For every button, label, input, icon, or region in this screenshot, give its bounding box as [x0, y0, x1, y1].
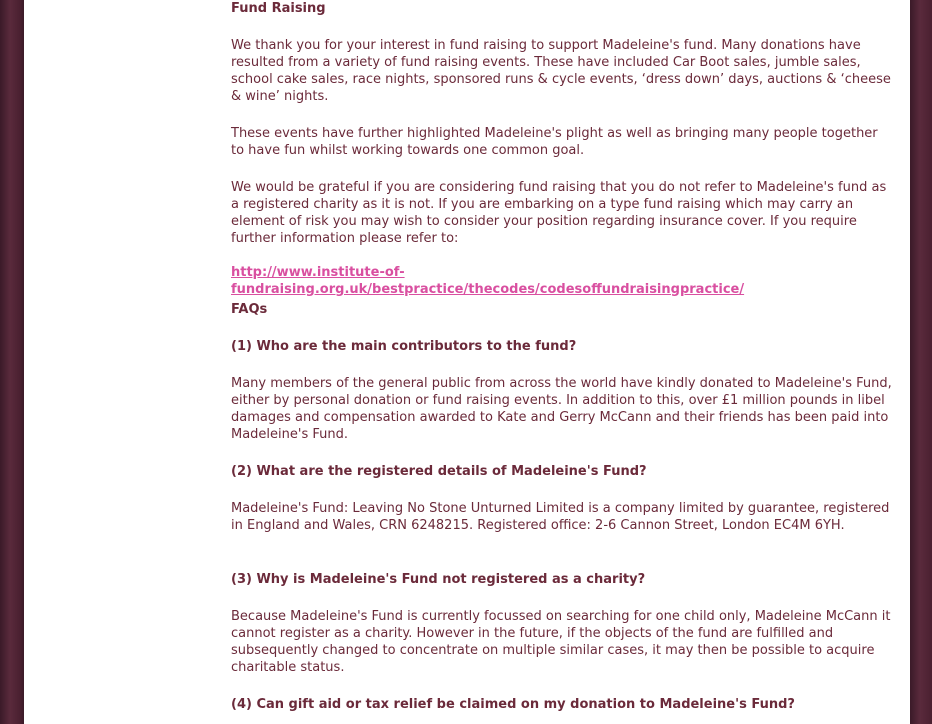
fund-raising-heading: Fund Raising: [231, 1, 326, 16]
faq-question-1: (1) Who are the main contributors to the fund?: [231, 339, 577, 354]
right-border: [910, 0, 932, 724]
faqs-heading: FAQs: [231, 302, 268, 317]
faq-question-2: (2) What are the registered details of Madeleine's Fund?: [231, 464, 647, 479]
fund-raising-paragraph-3: We would be grateful if you are considering fund raising that you do not refer to Madeleine's fund as a registered charity as it is not. If you are embarking on a type fund raising which may carry an element of risk you may wish to consider your position regarding insurance cover. If you require further information please refer to:: [231, 180, 887, 246]
faq-answer-2: Madeleine's Fund: Leaving No Stone Unturned Limited is a company limited by guarantee, registered in England and Wales, CRN 6248215. Registered office: 2-6 Cannon Street, London EC4M 6YH.: [231, 501, 890, 533]
faq-question-3: (3) Why is Madeleine's Fund not registered as a charity?: [231, 572, 646, 587]
faq-answer-3: Because Madeleine's Fund is currently focussed on searching for one child only, Madeleine McCann it cannot register as a charity. However in the future, if the objects of the fund are fulfilled and subsequently changed to concentrate on multiple similar cases, it may then be possible to acquire charitable status.: [231, 609, 891, 675]
fundraising-code-link[interactable]: http://www.institute-of-fundraising.org.uk/bestpractice/thecodes/codesoffundraisingpractice/: [231, 265, 745, 297]
fund-raising-paragraph-1: We thank you for your interest in fund raising to support Madeleine's fund. Many donations have resulted from a variety of fund raising events. These have included Car Boot sales, jumble sales, school cake sales, race nights, sponsored runs & cycle events, ‘dress down’ days, auctions & ‘cheese & wine’ nights.: [231, 38, 891, 104]
faq-question-4: (4) Can gift aid or tax relief be claimed on my donation to Madeleine's Fund?: [231, 697, 795, 712]
page-panel: [24, 0, 910, 724]
fund-raising-paragraph-2: These events have further highlighted Madeleine's plight as well as bringing many people together to have fun whilst working towards one common goal.: [231, 126, 878, 158]
fundraising-code-link-wrapper: [231, 264, 893, 298]
faq-answer-1: Many members of the general public from across the world have kindly donated to Madeleine's Fund, either by personal donation or fund raising events. In addition to this, over £1 million pounds in libel damages and compensation awarded to Kate and Gerry McCann and their friends has been paid into Madeleine's Fund.: [231, 376, 892, 442]
